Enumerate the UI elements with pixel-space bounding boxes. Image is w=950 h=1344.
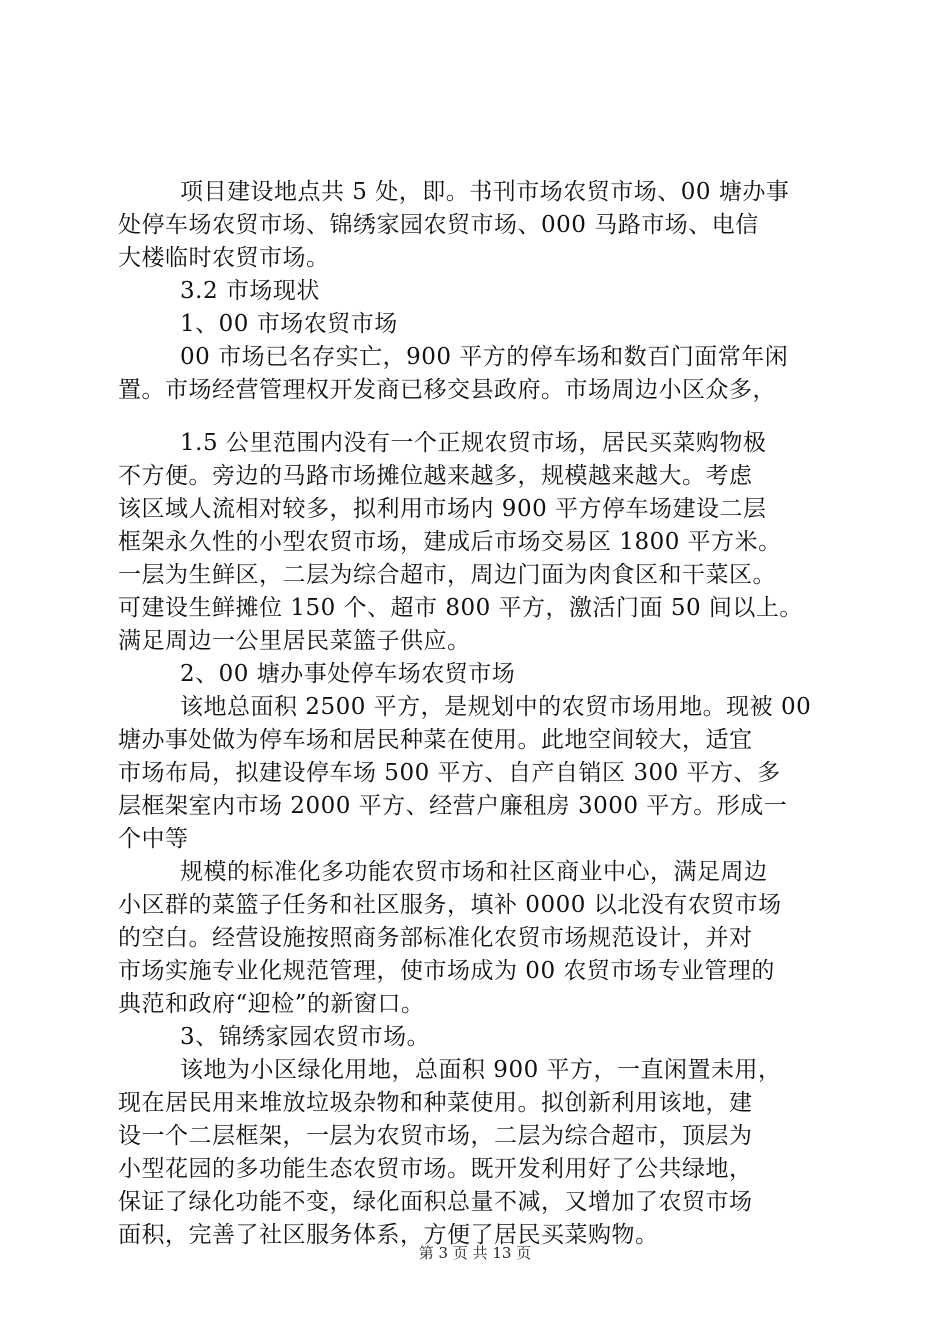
section-heading: 3.2 市场现状: [180, 278, 320, 304]
page-number-footer: 第 3 页 共 13 页: [418, 1244, 532, 1262]
paragraph-line: 00 市场已名存实亡，900 平方的停车场和数百门面常年闲: [180, 344, 789, 370]
paragraph-line: 现在居民用来堆放垃圾杂物和种菜使用。拟创新利用该地，建: [118, 1090, 753, 1116]
paragraph-line: 层框架室内市场 2000 平方、经营户廉租房 3000 平方。形成一: [118, 793, 788, 819]
paragraph-line: 塘办事处做为停车场和居民种菜在使用。此地空间较大，适宜: [118, 727, 753, 753]
paragraph-line: 小型花园的多功能生态农贸市场。既开发利用好了公共绿地，: [118, 1156, 753, 1182]
paragraph-line: 小区群的菜篮子任务和社区服务，填补 0000 以北没有农贸市场: [118, 892, 782, 918]
paragraph-line: 不方便。旁边的马路市场摊位越来越多，规模越来越大。考虑: [118, 463, 753, 489]
paragraph-line: 个中等: [118, 826, 189, 852]
subsection-heading: 3、锦绣家园农贸市场。: [180, 1024, 431, 1050]
paragraph-line: 规模的标准化多功能农贸市场和社区商业中心，满足周边: [180, 859, 768, 885]
paragraph-line: 市场布局，拟建设停车场 500 平方、自产自销区 300 平方、多: [118, 760, 781, 786]
paragraph-line: 该地总面积 2500 平方，是规划中的农贸市场用地。现被 00: [180, 694, 812, 720]
paragraph-line: 1.5 公里范围内没有一个正规农贸市场，居民买菜购物极: [180, 430, 767, 456]
paragraph-line: 大楼临时农贸市场。: [118, 245, 330, 271]
paragraph-line: 该区域人流相对较多，拟利用市场内 900 平方停车场建设二层: [118, 496, 767, 522]
subsection-heading: 2、00 塘办事处停车场农贸市场: [180, 661, 516, 687]
paragraph-line: 的空白。经营设施按照商务部标准化农贸市场规范设计，并对: [118, 925, 753, 951]
paragraph-line: 面积，完善了社区服务体系，方便了居民买菜购物。: [118, 1222, 659, 1248]
paragraph-line: 置。市场经营管理权开发商已移交县政府。市场周边小区众多，: [118, 377, 776, 403]
paragraph-line: 处停车场农贸市场、锦绣家园农贸市场、000 马路市场、电信: [118, 212, 759, 238]
paragraph-line: 项目建设地点共 5 处，即。书刊市场农贸市场、00 塘办事: [180, 179, 790, 205]
paragraph-line: 设一个二层框架，一层为农贸市场，二层为综合超市，顶层为: [118, 1123, 753, 1149]
paragraph-line: 保证了绿化功能不变，绿化面积总量不减，又增加了农贸市场: [118, 1189, 753, 1215]
paragraph-line: 市场实施专业化规范管理，使市场成为 00 农贸市场专业管理的: [118, 958, 775, 984]
paragraph-line: 框架永久性的小型农贸市场，建成后市场交易区 1800 平方米。: [118, 529, 782, 555]
paragraph-line: 可建设生鲜摊位 150 个、超市 800 平方，激活门面 50 间以上。: [118, 595, 803, 621]
paragraph-line: 典范和政府“迎检”的新窗口。: [118, 991, 425, 1017]
subsection-heading: 1、00 市场农贸市场: [180, 311, 398, 337]
paragraph-line: 该地为小区绿化用地，总面积 900 平方，一直闲置未用，: [180, 1057, 782, 1083]
paragraph-line: 满足周边一公里居民菜篮子供应。: [118, 628, 471, 654]
paragraph-line: 一层为生鲜区，二层为综合超市，周边门面为肉食区和干菜区。: [118, 562, 776, 588]
